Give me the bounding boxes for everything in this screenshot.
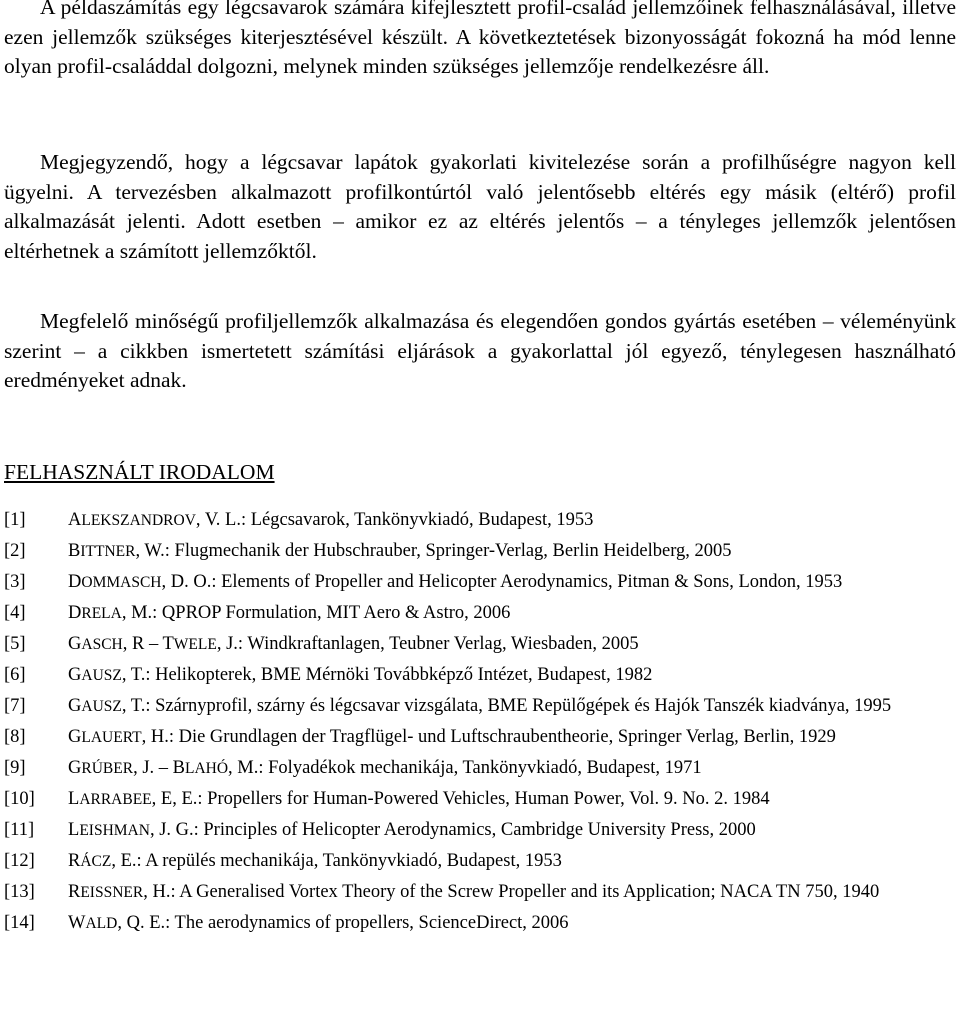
reference-item (4, 754, 956, 783)
author-name-smallcaps: ÁCZ (80, 853, 112, 870)
author-initial: R (68, 851, 81, 871)
reference-item (4, 847, 956, 876)
reference-item (4, 878, 956, 907)
reference-text: : Principles of Helicopter Aerodynamics, Cambridge University Press, 2000 (193, 820, 756, 840)
reference-text: : A Generalised Vortex Theory of the Screw Propeller and its Application; NACA TN 750, 1940 (170, 882, 880, 902)
author-name-smallcaps: RELA (81, 605, 122, 622)
reference-text: : QPROP Formulation, MIT Aero & Astro, 2006 (152, 603, 511, 623)
reference-number: [4] (4, 603, 26, 623)
reference-number: [5] (4, 634, 26, 654)
author-initial: G (68, 727, 82, 747)
author-suffix: , E. (111, 851, 137, 871)
reference-text: : Szárnyprofil, szárny és légcsavar vizsgálata, BME Repülőgépek és Hajók Tanszék kiadványa, 1995 (145, 696, 892, 716)
reference-item (4, 537, 956, 566)
reference-item (4, 661, 956, 690)
reference-number: [12] (4, 851, 35, 871)
reference-number: [8] (4, 727, 26, 747)
author-suffix: , M. (228, 758, 259, 778)
author-name-smallcaps: EISSNER (80, 884, 144, 901)
author-name-smallcaps: ALD (85, 915, 118, 932)
references-heading: FELHASZNÁLT IRODALOM (4, 460, 275, 484)
author-name-smallcaps: EISHMAN (79, 822, 150, 839)
reference-number: [1] (4, 510, 26, 530)
reference-number: [2] (4, 541, 26, 561)
reference-item (4, 506, 956, 535)
reference-number: [3] (4, 572, 26, 592)
author-suffix: , T. (121, 665, 146, 685)
author-name-smallcaps: OMMASCH (81, 574, 162, 591)
author-initial: G (68, 696, 82, 716)
author-name-smallcaps: AUSZ (81, 667, 122, 684)
author-name-smallcaps: LAUERT (81, 729, 142, 746)
reference-item (4, 568, 956, 597)
author-initial: G (68, 758, 82, 778)
reference-number: [10] (4, 789, 35, 809)
author-initial: A (68, 510, 82, 530)
reference-text: : The aerodynamics of propellers, ScienceDirect, 2006 (165, 913, 569, 933)
reference-item (4, 909, 956, 938)
author-suffix: , R – T (122, 634, 174, 654)
reference-number: [6] (4, 665, 26, 685)
author-name-smallcaps: LAHÓ (184, 760, 229, 777)
author-initial: L (68, 789, 80, 809)
author-initial: G (68, 634, 82, 654)
author-suffix: , W. (135, 541, 165, 561)
author-initial: D (68, 572, 82, 592)
references-list (4, 506, 956, 940)
author-name-smallcaps: RÚBER (81, 760, 134, 777)
author-name-smallcaps: LEKSZANDROV (81, 512, 196, 529)
reference-text: : Flugmechanik der Hubschrauber, Springer-Verlag, Berlin Heidelberg, 2005 (164, 541, 732, 561)
author-suffix: , J. G. (149, 820, 194, 840)
author-suffix: , Q. E. (117, 913, 166, 933)
author-name-smallcaps: ITTNER (80, 543, 136, 560)
author-initial: L (68, 820, 80, 840)
paragraph-conclusion-2: Megjegyzendő, hogy a légcsavar lapátok gyakorlati kivitelezése során a profilhűségre nagyon kell ügyelni. A tervezésben alkalmazott profilkontúrtól való jelentősebb eltérés egy másik (eltérő) profil alkalmazását jelenti. Adott esetben – amikor ez az eltérés jelentős – a tényleges jellemzők jelentősen eltérhetnek a számított jellemzőktől. (4, 150, 956, 263)
reference-number: [9] (4, 758, 26, 778)
author-suffix: , T. (121, 696, 146, 716)
reference-text: : Propellers for Human-Powered Vehicles, Human Power, Vol. 9. No. 2. 1984 (197, 789, 770, 809)
reference-number: [11] (4, 820, 35, 840)
reference-text: : Die Grundlagen der Tragflügel- und Luftschraubentheorie, Springer Verlag, Berlin, 1929 (168, 727, 836, 747)
reference-number: [14] (4, 913, 35, 933)
reference-text: : Folyadékok mechanikája, Tankönyvkiadó, Budapest, 1971 (258, 758, 702, 778)
reference-text: : Helikopterek, BME Mérnöki Továbbképző Intézet, Budapest, 1982 (145, 665, 653, 685)
author-suffix: , E, E. (151, 789, 198, 809)
author-suffix: , H. (143, 882, 171, 902)
author-initial: W (68, 913, 86, 933)
reference-text: : Windkraftanlagen, Teubner Verlag, Wiesbaden, 2005 (237, 634, 639, 654)
reference-text: : A repülés mechanikája, Tankönyvkiadó, Budapest, 1953 (136, 851, 562, 871)
author-name-smallcaps: WELE (173, 636, 217, 653)
reference-item (4, 692, 956, 721)
reference-item (4, 785, 956, 814)
author-suffix: , H. (141, 727, 169, 747)
reference-item (4, 816, 956, 845)
author-suffix: , D. O. (161, 572, 212, 592)
author-name-smallcaps: ARRABEE (79, 791, 152, 808)
author-name-smallcaps: ASCH (81, 636, 123, 653)
reference-text: : Légcsavarok, Tankönyvkiadó, Budapest, 1953 (240, 510, 594, 530)
paragraph-conclusion-3: Megfelelő minőségű profiljellemzők alkalmazása és elegendően gondos gyártás esetében – véleményünk szerint – a cikkben ismertetett számítási eljárások a gyakorlattal jól egyező, ténylegesen használható eredményeket adnak. (4, 309, 956, 392)
author-suffix: , J. – B (133, 758, 185, 778)
reference-item (4, 723, 956, 752)
author-initial: R (68, 882, 81, 902)
author-name-smallcaps: AUSZ (81, 698, 122, 715)
paragraph-conclusion-1: A példaszámítás egy légcsavarok számára kifejlesztett profil-család jellemzőinek felhasználásával, illetve ezen jellemzők szükséges kiterjesztésével készült. A következtetések bizonyosságát fokozná ha mód lenne olyan profil-családdal dolgozni, melynek minden szükséges jellemzője rendelkezésre áll. (4, 0, 956, 78)
author-suffix: , J. (216, 634, 238, 654)
reference-text: : Elements of Propeller and Helicopter Aerodynamics, Pitman & Sons, London, 1953 (211, 572, 843, 592)
reference-item (4, 599, 956, 628)
author-initial: B (68, 541, 81, 561)
author-suffix: , M. (121, 603, 153, 623)
author-initial: G (68, 665, 82, 685)
reference-number: [7] (4, 696, 26, 716)
reference-item (4, 630, 956, 659)
reference-number: [13] (4, 882, 35, 902)
author-initial: D (68, 603, 82, 623)
author-suffix: , V. L. (195, 510, 241, 530)
